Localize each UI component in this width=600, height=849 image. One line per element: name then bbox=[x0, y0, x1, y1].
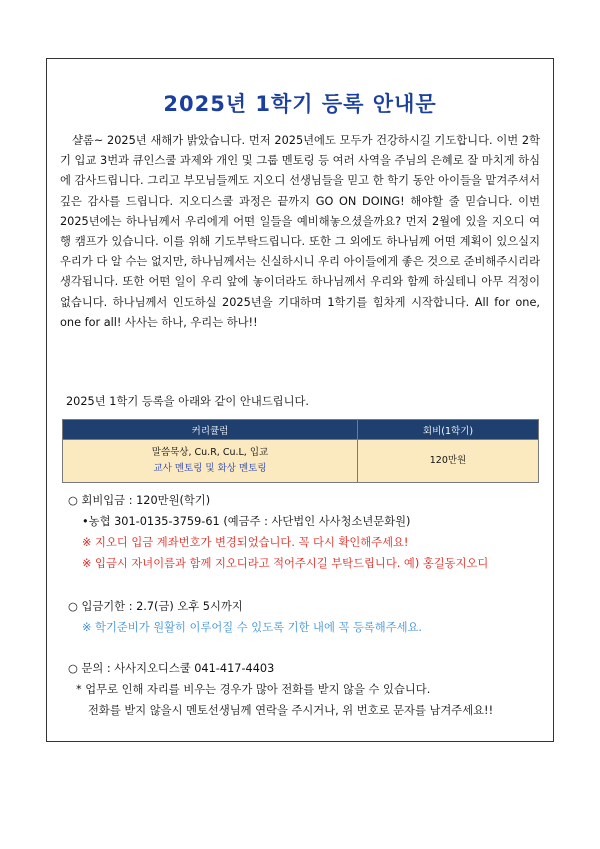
deadline-heading: ○ 입금기한 : 2.7(금) 오후 5시까지 bbox=[68, 600, 243, 613]
deadline-notice: ※ 학기준비가 원활히 이루어질 수 있도록 기한 내에 꼭 등록해주세요. bbox=[82, 621, 423, 634]
curriculum-line-1: 말씀묵상, Cu.R, Cu.L, 입교 bbox=[151, 447, 269, 458]
header-fee: 회비(1학기) bbox=[358, 420, 539, 440]
header-curriculum: 커리큘럼 bbox=[63, 420, 358, 440]
fee-cell: 120만원 bbox=[358, 440, 539, 483]
deposit-name-notice: ※ 입금시 자녀이름과 함께 지오디라고 적어주시길 부탁드립니다. 예) 홍길동지오디 bbox=[82, 557, 489, 570]
contact-note-1: * 업무로 인해 자리를 비우는 경우가 많아 전화를 받지 않을 수 있습니다. bbox=[76, 683, 431, 696]
page-title: 2025년 1학기 등록 안내문 bbox=[163, 92, 437, 116]
greeting-text: 샬롬~ 2025년 새해가 밝았습니다. 먼저 2025년에도 모두가 건강하시길 기도합니다. 이번 2학기 입교 3번과 큐인스쿨 과제와 개인 및 그룹 멘토링 등 여러 사역을 주님의 은혜로 잘 마치게 하심에 감사드립니다. 그리고 부모님들께도 지오디 선생님들을 믿고 한 학기 동안 아이들을 맡겨주셔서 깊은 감사를 드립니다. 지오디스쿨 과정은 끝까지 GO ON DOING! 해야할 줄 믿습니다. 이번 2025년에는 하나님께서 우리에게 어떤 일들을 예비해놓으셨을까요? 먼저 2월에 있을 지오디 여행 캠프가 있습니다. 이를 위해 기도부탁드립니다. 또한 그 외에도 하나님께 어떤 계획이 있으실지 우리가 다 알 수는 없지만, 하나님께서는 신실하시니 우리 아이들에게 좋은 것으로 준비해주시리라 생각됩니다. 또한 어떤 일이 우리 앞에 놓이더라도 하나님께서 우리와 함께 하실테니 아무 걱정이 없습니다. 하나님께서 인도하실 2025년을 기대하며 1학기를 힘차게 시작합니다. All for one, one for all! 사사는 하나, 우리는 하나!! bbox=[60, 134, 540, 329]
registration-table bbox=[62, 419, 539, 483]
fee-section bbox=[68, 490, 488, 574]
curriculum-cell bbox=[63, 440, 358, 483]
registration-intro: 2025년 1학기 등록을 아래와 같이 안내드립니다. bbox=[66, 395, 310, 408]
account-change-notice: ※ 지오디 입금 계좌번호가 변경되었습니다. 꼭 다시 확인해주세요! bbox=[82, 536, 409, 549]
contact-section bbox=[68, 658, 493, 721]
fee-heading: ○ 회비입금 : 120만원(학기) bbox=[68, 494, 211, 507]
contact-note-2: 전화를 받지 않을시 멘토선생님께 연락을 주시거나, 위 번호로 문자를 남겨주세요!! bbox=[88, 704, 494, 717]
bank-account: •농협 301-0135-3759-61 (예금주 : 사단법인 사사청소년문화원) bbox=[82, 515, 411, 528]
contact-heading: ○ 문의 : 사사지오디스쿨 041-417-4403 bbox=[68, 662, 275, 675]
greeting-paragraph bbox=[60, 131, 540, 333]
table-row bbox=[63, 440, 539, 483]
curriculum-line-2: 교사 멘토링 및 화상 멘토링 bbox=[153, 463, 267, 474]
deadline-section bbox=[68, 596, 422, 638]
